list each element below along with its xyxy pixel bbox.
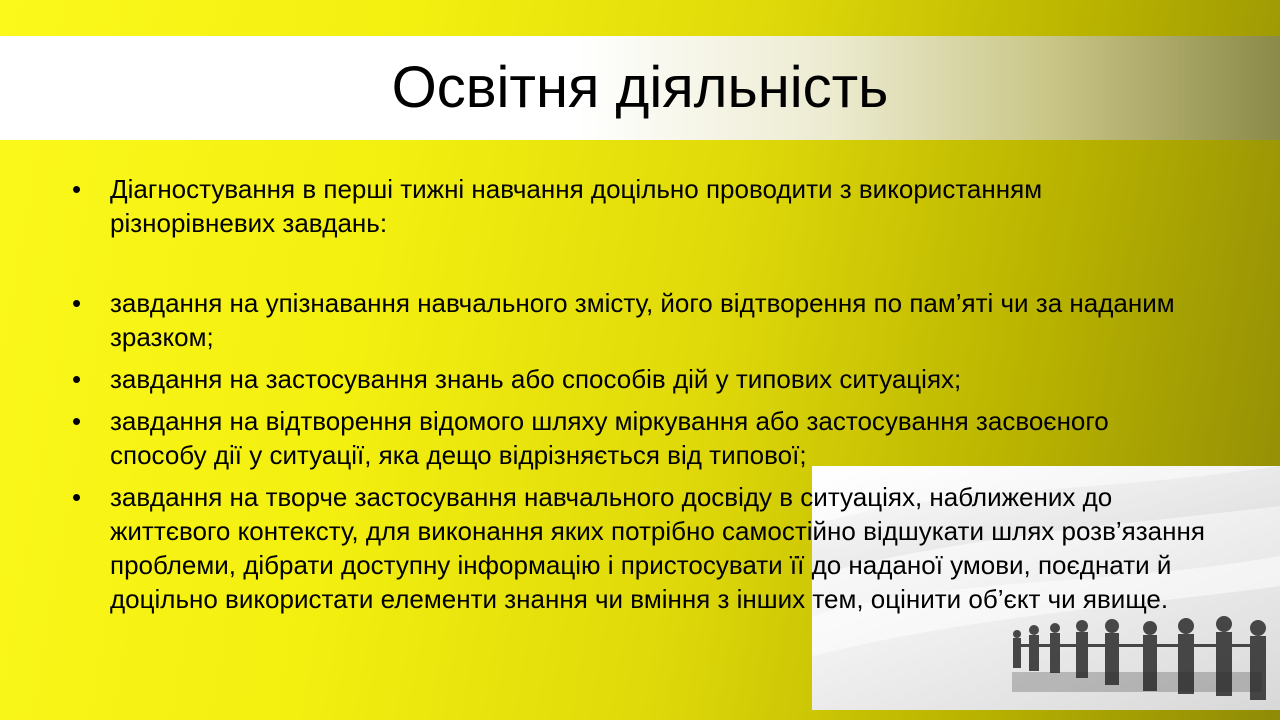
bullet-icon: • (72, 174, 82, 204)
bullet-icon: • (72, 288, 82, 318)
list-item (70, 404, 1210, 472)
slide-title: Освітня діяльність (391, 55, 889, 120)
list-item-text: Діагностування в перші тижні навчання доцільно проводити з використанням різнорівневих завдань: (110, 174, 1043, 238)
list-item (70, 172, 1210, 240)
bullet-icon: • (72, 482, 82, 512)
list-item-text: завдання на творче застосування навчального досвіду в ситуаціях, наближених до життєвого контексту, для виконання яких потрібно самостійно відшукати шлях розв’язання проблеми, дібрати доступну інформацію і пристосувати її до наданої умови, поєднати й доцільно використати елементи знання чи вміння з інших тем, оцінити об’єкт чи явище. (110, 482, 1205, 614)
list-item (70, 286, 1210, 354)
list-item (70, 480, 1210, 616)
list-item-text: завдання на упізнавання навчального змісту, його відтворення по пам’яті чи за наданим зразком; (110, 288, 1175, 352)
list-item-text: завдання на відтворення відомого шляху міркування або застосування засвоєного способу дії у ситуації, яка дещо відрізняється від типової; (110, 406, 1109, 470)
bullet-icon: • (72, 406, 82, 436)
bullet-icon: • (72, 364, 82, 394)
list-item-text: завдання на застосування знань або способів дій у типових ситуаціях; (110, 364, 962, 394)
bullet-list (70, 172, 1210, 624)
list-item (70, 362, 1210, 396)
